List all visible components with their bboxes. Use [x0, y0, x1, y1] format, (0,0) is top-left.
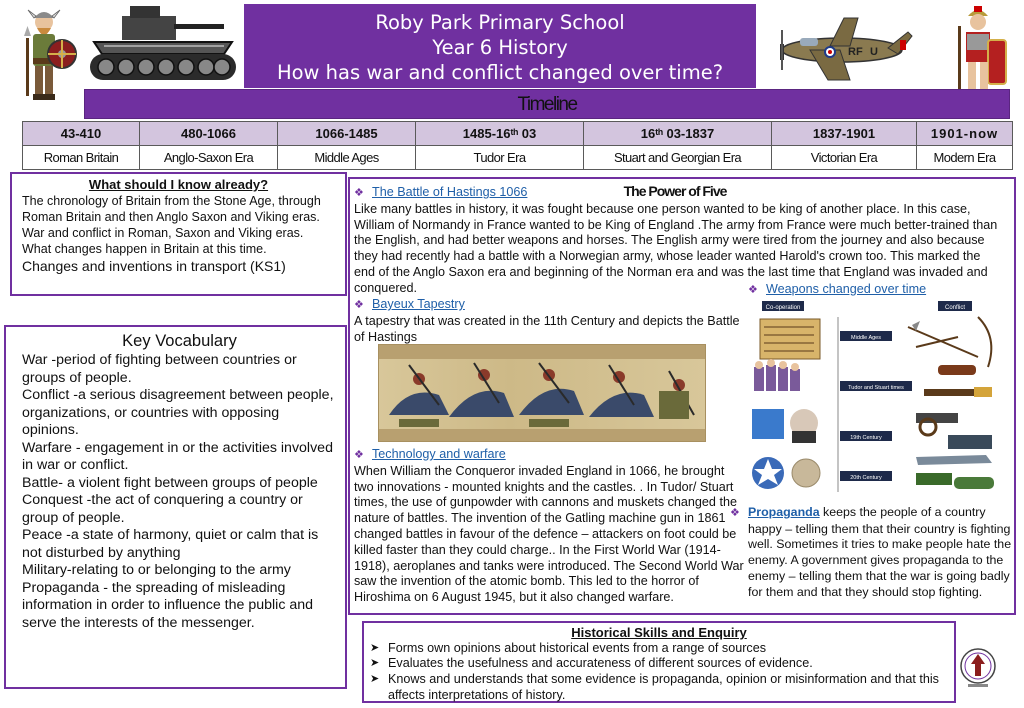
timeline-era: Tudor Era: [416, 146, 584, 170]
historical-skills-panel: [362, 621, 956, 703]
cooperation-label: Co-operation: [765, 305, 801, 311]
diamond-bullet-icon: ❖: [748, 284, 758, 296]
prior-knowledge-line: War and conflict in Roman, Saxon and Viking eras.: [22, 226, 304, 240]
prior-knowledge-panel: [10, 172, 347, 296]
vocab-entry: Military-relating to or belonging to the army: [22, 562, 291, 578]
arrow-bullet-icon: ➤: [370, 641, 380, 654]
timeline-era: Roman Britain: [23, 146, 140, 170]
timeline-date: 480-1066: [140, 122, 278, 146]
weapons-timeline-chart: [748, 297, 1006, 502]
prior-knowledge-line: The chronology of Britain from the Stone Age, through Roman Britain and then Anglo Saxon and Viking eras.: [22, 194, 321, 224]
timeline-date: 1837-1901: [772, 122, 917, 146]
historical-skills-title: Historical Skills and Enquiry: [571, 625, 747, 640]
key-vocabulary-title: Key Vocabulary: [122, 332, 237, 350]
diamond-bullet-icon: ❖: [354, 187, 364, 199]
weapons-row-label: Middle Ages: [851, 335, 881, 341]
year-subject: Year 6 History: [432, 36, 568, 59]
timeline-era: Middle Ages: [278, 146, 416, 170]
bayeux-section: [354, 297, 744, 345]
skills-list: [370, 641, 948, 704]
hastings-heading-link[interactable]: The Battle of Hastings 1066: [372, 185, 528, 199]
vocab-entry: Propaganda - the spreading of misleading information in order to influence the public and serve the interests of the messenger.: [22, 579, 314, 631]
timeline-eras-row: [23, 146, 1013, 170]
vocab-entry: Peace -a state of harmony, quiet or calm that is not disturbed by anything: [22, 527, 319, 561]
list-item: [370, 672, 948, 703]
bayeux-heading-link[interactable]: Bayeux Tapestry: [372, 297, 465, 311]
arrow-bullet-icon: ➤: [370, 657, 380, 670]
propaganda-text-block: [730, 505, 1018, 600]
weapons-row-label: 20th Century: [850, 475, 882, 481]
vocab-entry: Warfare - engagement in or the activities involved in war or conflict.: [22, 439, 333, 473]
hastings-text: Like many battles in history, it was fought because one person wanted to be king of another place. In this case, William of Normandy in France wanted to be King of England .The army from France were much better-trained than the English, and had better weapons and horses. The English army were tired from the journey and also because they had recently had a battle with a Norwegian army, whose leader wanted Harold's crown too. This marked the end of the Anglo Saxon era and beginning of the Norman era and was the last time that England was invaded and conquered.: [354, 201, 998, 295]
skill-text: Forms own opinions about historical events from a range of sources: [388, 640, 766, 655]
diamond-bullet-icon: ❖: [354, 299, 364, 311]
svg-text:U: U: [870, 46, 878, 58]
technology-text: When William the Conqueror invaded England in 1066, he brought two innovations - mounted knights and the castles. . In Tudor/ Stuart times, the use of gunpowder with cannons and muskets changed the nature of battles. The invention of the Gatling machine gun in 1861 changed battles in favour of the defence – attackers on foot could be killed faster than they could charge.. In the First World War (1914-1918), aeroplanes and tanks were introduced. The Second World War saw the invention of the atomic bomb. This led to the horror of Hiroshima on 6 August 1945, but it also changed warfare.: [354, 463, 744, 605]
technology-heading-link[interactable]: Technology and warfare: [372, 447, 506, 461]
diamond-bullet-icon: ❖: [730, 507, 740, 519]
hastings-section: [354, 185, 1006, 297]
spitfire-plane-icon: [770, 10, 920, 88]
skill-text: Knows and understands that some evidence is propaganda, opinion or misinformation and that this affects interpretations of history.: [388, 672, 939, 702]
list-item: [370, 641, 948, 657]
vocab-entry: War -period of fighting between countries or groups of people.: [22, 352, 297, 386]
skill-text: Evaluates the usefulness and accurateness of different sources of evidence.: [388, 656, 813, 671]
timeline-date: 1485-16ᵗʰ 03: [416, 122, 584, 146]
propaganda-section: [730, 505, 1018, 600]
school-name: Roby Park Primary School: [375, 11, 625, 34]
timeline-era: Anglo-Saxon Era: [140, 146, 278, 170]
viking-warrior-icon: [22, 8, 78, 112]
prior-knowledge-line: What changes happen in Britain at this time.: [22, 242, 267, 256]
svg-text:RF: RF: [848, 46, 863, 58]
list-item: [370, 656, 948, 672]
timeline-era: Victorian Era: [772, 146, 917, 170]
power-of-five-title: The Power of Five: [623, 183, 727, 199]
timeline-date: 16ᵗʰ 03-1837: [584, 122, 772, 146]
diamond-bullet-icon: ❖: [354, 449, 364, 461]
school-crest-icon: [958, 644, 998, 690]
unit-question: How has war and conflict changed over time?: [276, 61, 724, 84]
vocab-entry: Battle- a violent fight between groups of people: [22, 474, 318, 491]
timeline-date: 1901-now: [917, 122, 1013, 146]
key-vocabulary-panel: [4, 325, 347, 689]
timeline-era: Modern Era: [917, 146, 1013, 170]
prior-knowledge-title: What should I know already?: [88, 177, 269, 192]
bayeux-text: A tapestry that was created in the 11th Century and depicts the Battle of Hastings: [354, 313, 740, 344]
weapons-row-label: 19th Century: [850, 435, 882, 441]
weapons-heading-link[interactable]: Weapons changed over time: [766, 282, 927, 296]
timeline-dates-row: [23, 122, 1013, 146]
tank-icon: [84, 2, 242, 88]
timeline-table: [22, 121, 1013, 170]
bayeux-tapestry-image: [378, 344, 706, 442]
propaganda-text: keeps the people of a country happy – telling them that their country is fighting well. Sometimes it tries to make people hate the enemy. A government gives propaganda to the enemy – telling them that the war is going badly for them and that they should stop fighting.: [748, 505, 1012, 599]
vocab-entry: Conquest -the act of conquering a country or group of people.: [22, 492, 303, 526]
timeline-era: Stuart and Georgian Era: [584, 146, 772, 170]
propaganda-heading-link[interactable]: Propaganda: [748, 505, 820, 519]
main-content-panel: [348, 177, 1016, 615]
conflict-label: Conflict: [944, 305, 966, 311]
vocab-entry: Conflict -a serious disagreement between people, organizations, or countries with opposing opinions.: [22, 387, 334, 438]
header-title-box: [244, 4, 756, 88]
weapons-row-label: Tudor and Stuart times: [848, 385, 904, 391]
timeline-date: 43-410: [23, 122, 140, 146]
timeline-date: 1066-1485: [278, 122, 416, 146]
prior-knowledge-line: Changes and inventions in transport (KS1): [22, 258, 286, 274]
timeline-title: Timeline: [84, 89, 1010, 119]
technology-section: [354, 447, 744, 606]
arrow-bullet-icon: ➤: [370, 673, 380, 686]
